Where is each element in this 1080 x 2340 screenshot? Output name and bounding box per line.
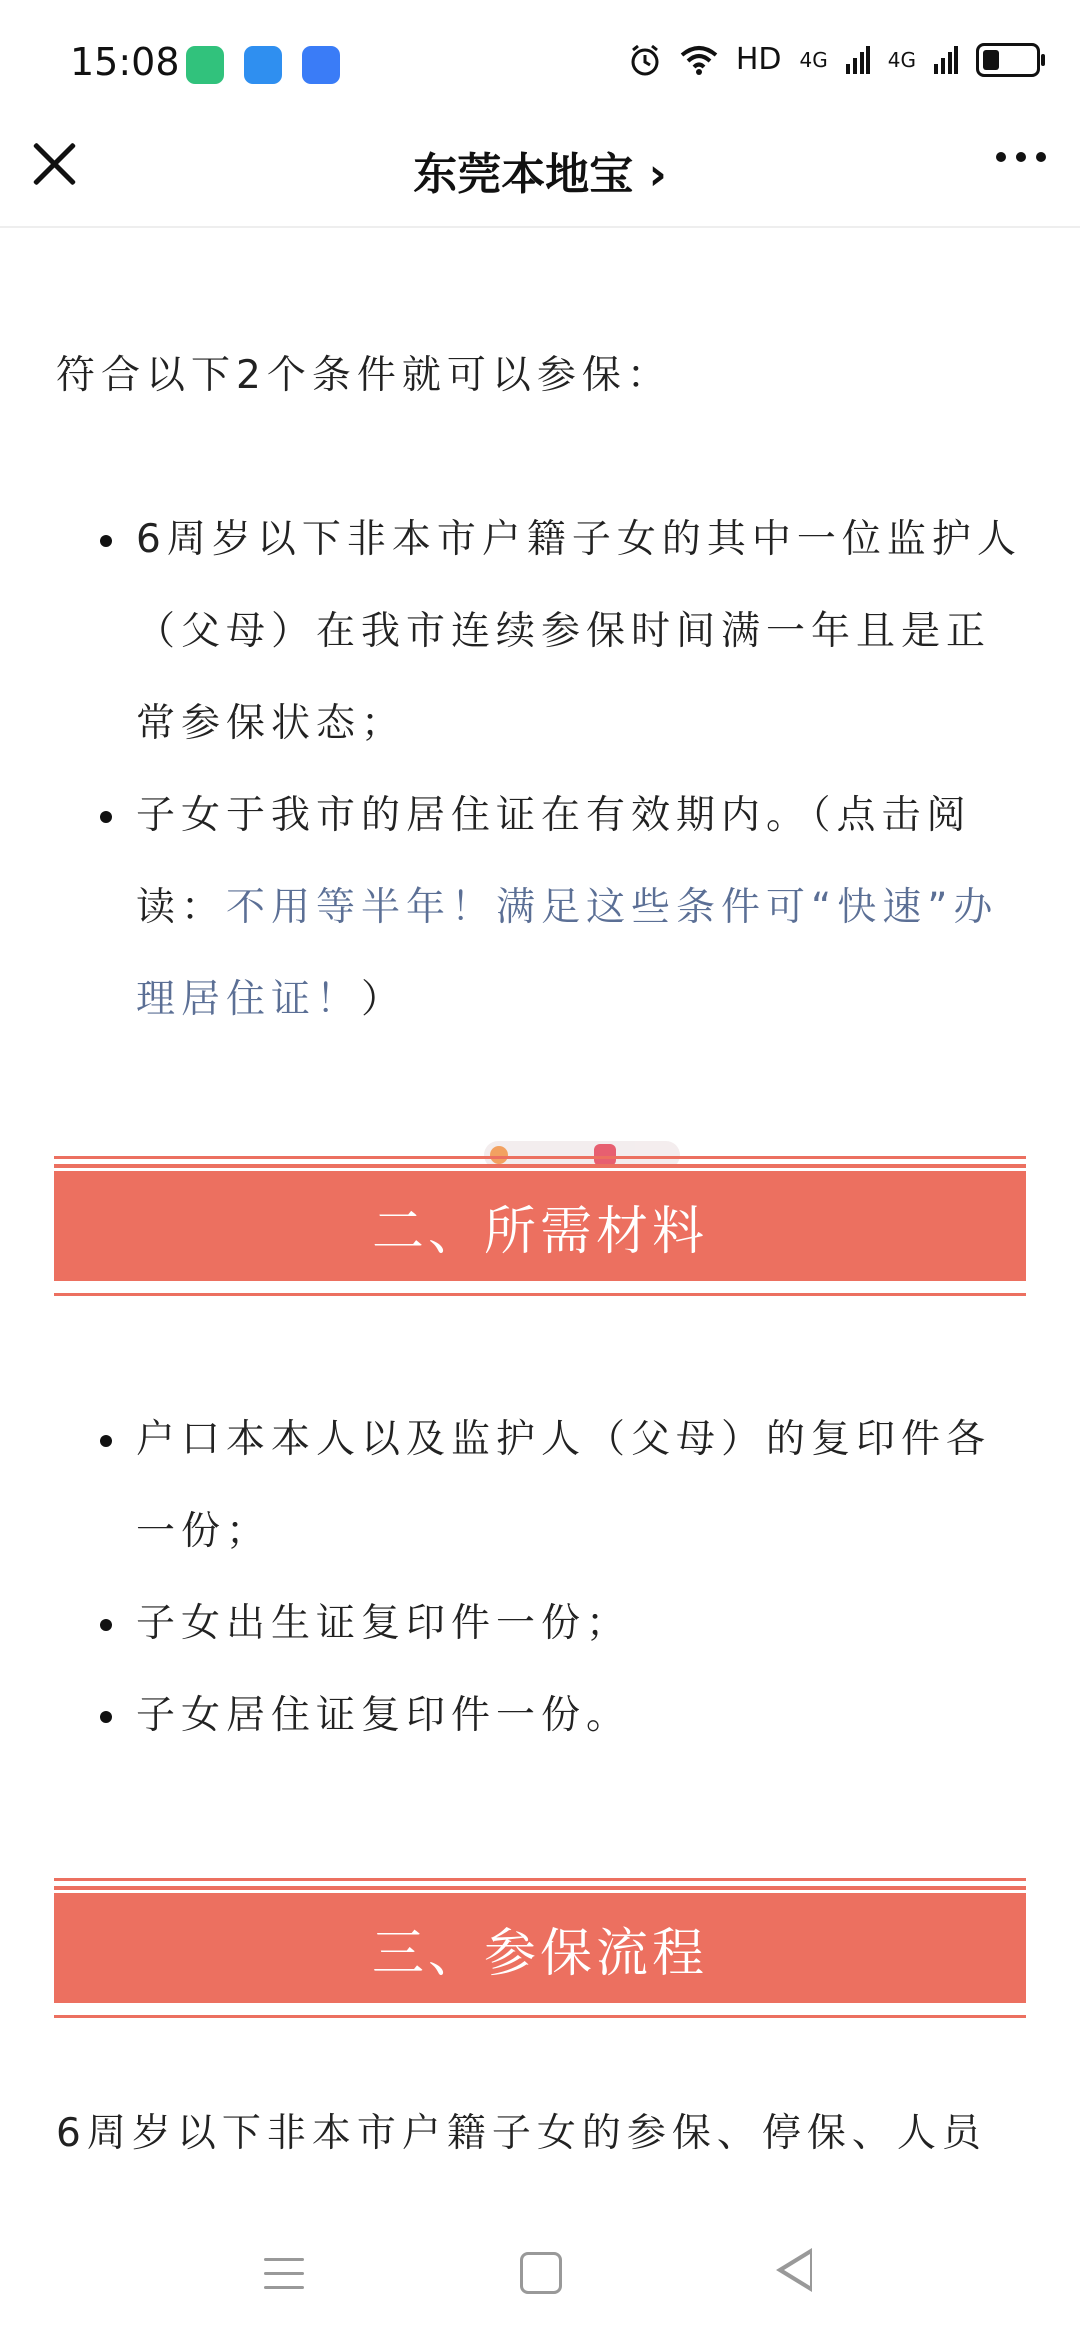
condition-1-text: 6周岁以下非本市户籍子女的其中一位监护人（父母）在我市连续参保时间满一年且是正常参保状态； — [136, 517, 1022, 746]
signal-icon — [846, 46, 870, 74]
account-title[interactable]: 东莞本地宝 › — [413, 149, 667, 200]
wifi-icon — [680, 45, 718, 75]
back-icon[interactable] — [776, 2248, 812, 2292]
signal-4g-label-1: 4G — [799, 47, 828, 72]
list-item — [56, 1394, 1024, 1578]
materials-list — [56, 1394, 1024, 1762]
intro-text: 符合以下2个条件就可以参保： — [56, 353, 672, 398]
section-header-materials — [54, 1164, 1026, 1284]
residence-permit-link[interactable]: 不用等半年！满足这些条件可“快速”办理居住证！ — [136, 885, 999, 1022]
alarm-icon — [628, 43, 662, 77]
home-icon[interactable] — [520, 2252, 562, 2294]
section-title: 三、参保流程 — [371, 1923, 708, 1984]
notification-icons — [186, 46, 340, 84]
list-item — [56, 1670, 1024, 1762]
condition-2-prefix: 子女于我市的居住证在有效期内。（点击阅读： — [136, 793, 972, 930]
process-text: 6周岁以下非本市户籍子女的参保、停保、人员 — [56, 2111, 987, 2156]
material-3-text: 子女居住证复印件一份。 — [136, 1693, 632, 1738]
network-type-label: HD — [735, 42, 782, 77]
conditions-list — [56, 494, 1024, 1046]
article-body — [56, 330, 1024, 1046]
condition-2-suffix: ） — [361, 977, 407, 1022]
battery-icon — [976, 43, 1040, 77]
materials-section — [56, 1394, 1024, 1762]
list-item — [56, 494, 1024, 770]
kugou-icon — [244, 46, 282, 84]
system-icons — [628, 42, 1040, 77]
qq-music-icon — [186, 46, 224, 84]
more-options-icon[interactable] — [996, 152, 1046, 162]
top-nav-bar — [0, 108, 1080, 228]
signal-icon-2 — [934, 46, 958, 74]
material-1-text: 户口本本人以及监护人（父母）的复印件各一份； — [136, 1417, 992, 1554]
section-title: 二、所需材料 — [371, 1201, 708, 1262]
status-time: 15:08 — [70, 40, 180, 84]
signal-4g-label-2: 4G — [887, 47, 916, 72]
list-item — [56, 1578, 1024, 1670]
section-header-process — [54, 1886, 1026, 2006]
feishu-icon — [302, 46, 340, 84]
process-section — [56, 2088, 1024, 2180]
menu-icon[interactable] — [264, 2258, 304, 2290]
system-nav-bar — [0, 2218, 1080, 2340]
list-item — [56, 770, 1024, 1046]
material-2-text: 子女出生证复印件一份； — [136, 1601, 632, 1646]
